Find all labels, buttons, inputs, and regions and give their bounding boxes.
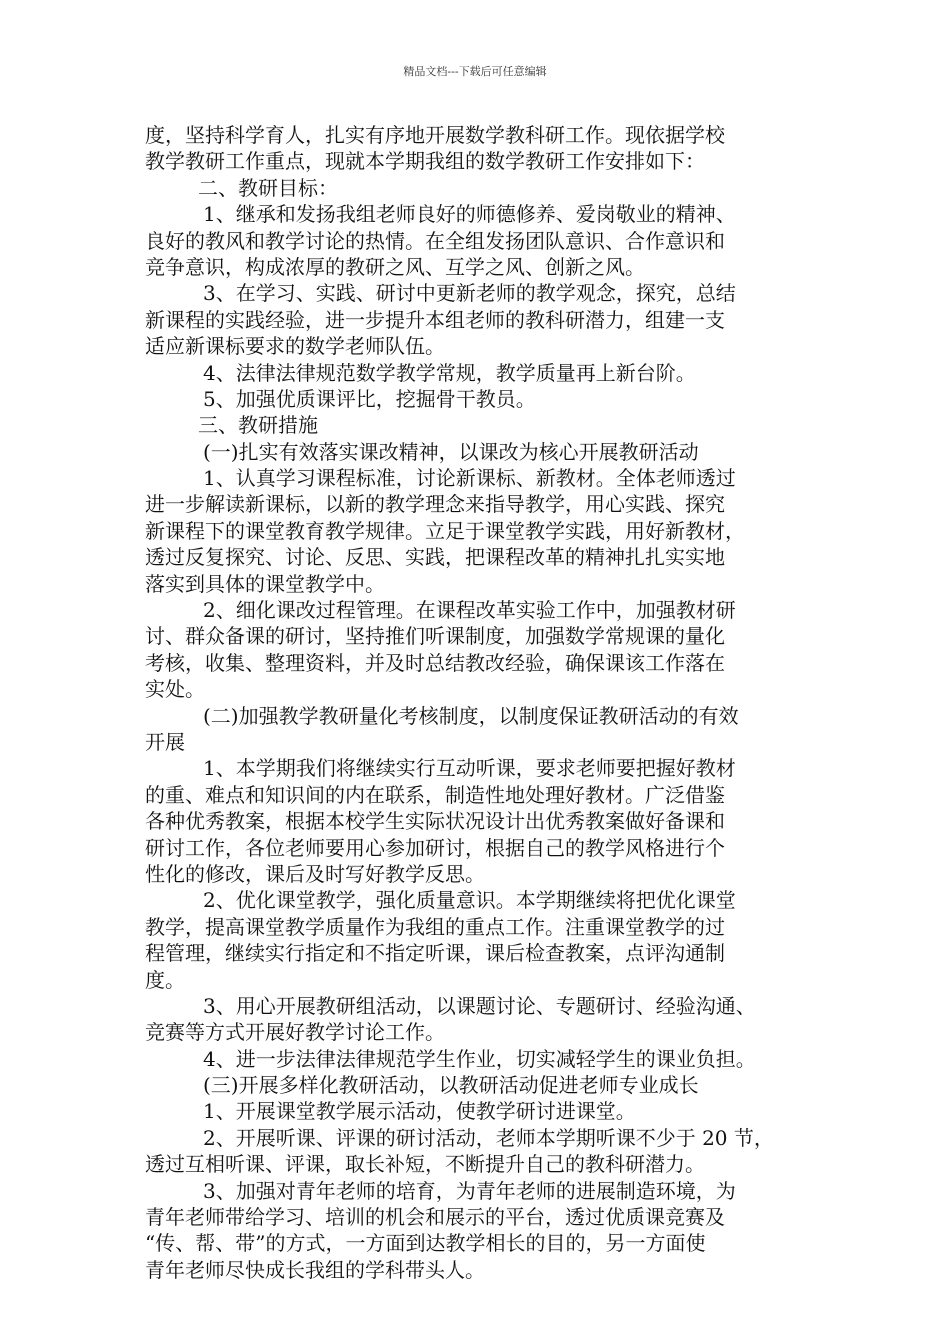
text-line: 新课程下的课堂教育教学规律。立足于课堂教学实践，用好新教材， — [145, 518, 745, 543]
text-line: 落实到具体的课堂教学中。 — [145, 571, 385, 596]
text-line: 性化的修改，课后及时写好教学反思。 — [145, 861, 485, 886]
document-body — [145, 122, 817, 1283]
text-line: 青年老师尽快成长我组的学科带头人。 — [145, 1257, 485, 1282]
text-line: 进一步解读新课标，以新的教学理念来指导教学，用心实践、探究 — [145, 492, 725, 517]
text-line: 4、进一步法律法律规范学生作业，切实减轻学生的课业负担。 — [203, 1046, 756, 1071]
text-line: 程管理，继续实行指定和不指定听课，课后检查教案，点评沟通制 — [145, 941, 725, 966]
text-line: 2、细化课改过程管理。在课程改革实验工作中，加强教材研 — [203, 598, 736, 623]
text-line: 3、用心开展教研组活动，以课题讨论、专题研讨、经验沟通、 — [203, 993, 756, 1018]
text-line: (一)扎实有效落实课改精神，以课改为核心开展教研活动 — [203, 439, 699, 464]
text-line: 透过互相听课、评课，取长补短，不断提升自己的教科研潜力。 — [145, 1152, 705, 1177]
text-line: 3、加强对青年老师的培育，为青年老师的进展制造环境，为 — [203, 1178, 736, 1203]
text-line: 竞赛等方式开展好教学讨论工作。 — [145, 1020, 445, 1045]
text-line: 考核，收集、整理资料，并及时总结教改经验，确保课该工作落在 — [145, 650, 725, 675]
page-header: 精品文档---下载后可任意编辑 — [403, 65, 547, 78]
text-line: 竞争意识，构成浓厚的教研之风、互学之风、创新之风。 — [145, 254, 645, 279]
text-line: 3、在学习、实践、研讨中更新老师的教学观念，探究，总结 — [203, 281, 736, 306]
text-line: 1、认真学习课程标准，讨论新课标、新教材。全体老师透过 — [203, 466, 736, 491]
text-line: 度，坚持科学育人，扎实有序地开展数学教科研工作。现依据学校 — [145, 123, 725, 147]
text-line: 新课程的实践经验，进一步提升本组老师的教科研潜力，组建一支 — [145, 307, 725, 332]
text-line: 讨、群众备课的研讨，坚持推们听课制度，加强数学常规课的量化 — [145, 624, 725, 649]
text-line: 三、教研措施 — [198, 413, 318, 438]
text-line: (三)开展多样化教研活动，以教研活动促进老师专业成长 — [203, 1073, 699, 1098]
text-line: 1、开展课堂教学展示活动，使教学研讨进课堂。 — [203, 1099, 636, 1124]
text-line: 适应新课标要求的数学老师队伍。 — [145, 334, 445, 359]
text-line: 4、法律法律规范数学教学常规，教学质量再上新台阶。 — [203, 360, 696, 385]
text-line: 教学教研工作重点，现就本学期我组的数学教研工作安排如下： — [145, 149, 705, 174]
text-line: 1、本学期我们将继续实行互动听课，要求老师要把握好教材 — [203, 756, 736, 781]
text-line: 良好的教风和教学讨论的热情。在全组发扬团队意识、合作意识和 — [145, 228, 725, 253]
text-line: 研讨工作，各位老师要用心参加研讨，根据自己的教学风格进行个 — [145, 835, 725, 860]
text-line: 开展 — [145, 729, 185, 754]
text-line: 实处。 — [145, 677, 205, 702]
text-line: 各种优秀教案，根据本校学生实际状况设计出优秀教案做好备课和 — [145, 809, 725, 834]
text-line: 的重、难点和知识间的内在联系，制造性地处理好教材。广泛借鉴 — [145, 782, 725, 807]
text-line: 二、教研目标： — [198, 175, 338, 200]
text-line: (二)加强教学教研量化考核制度，以制度保证教研活动的有效 — [203, 703, 739, 728]
text-line: 教学，提高课堂教学质量作为我组的重点工作。注重课堂教学的过 — [145, 914, 725, 939]
text-line: 2、开展听课、评课的研讨活动，老师本学期听课不少于 20 节， — [203, 1125, 774, 1150]
text-line: “传、帮、带”的方式，一方面到达教学相长的目的，另一方面使 — [145, 1231, 706, 1256]
text-line: 5、加强优质课评比，挖掘骨干教员。 — [203, 386, 536, 411]
text-line: 度。 — [145, 967, 185, 992]
text-line: 2、优化课堂教学，强化质量意识。本学期继续将把优化课堂 — [203, 888, 736, 913]
text-line: 1、继承和发扬我组老师良好的师德修养、爱岗敬业的精神、 — [203, 202, 736, 227]
text-line: 透过反复探究、讨论、反思、实践，把课程改革的精神扎扎实实地 — [145, 545, 725, 570]
text-line: 青年老师带给学习、培训的机会和展示的平台，透过优质课竞赛及 — [145, 1205, 725, 1230]
